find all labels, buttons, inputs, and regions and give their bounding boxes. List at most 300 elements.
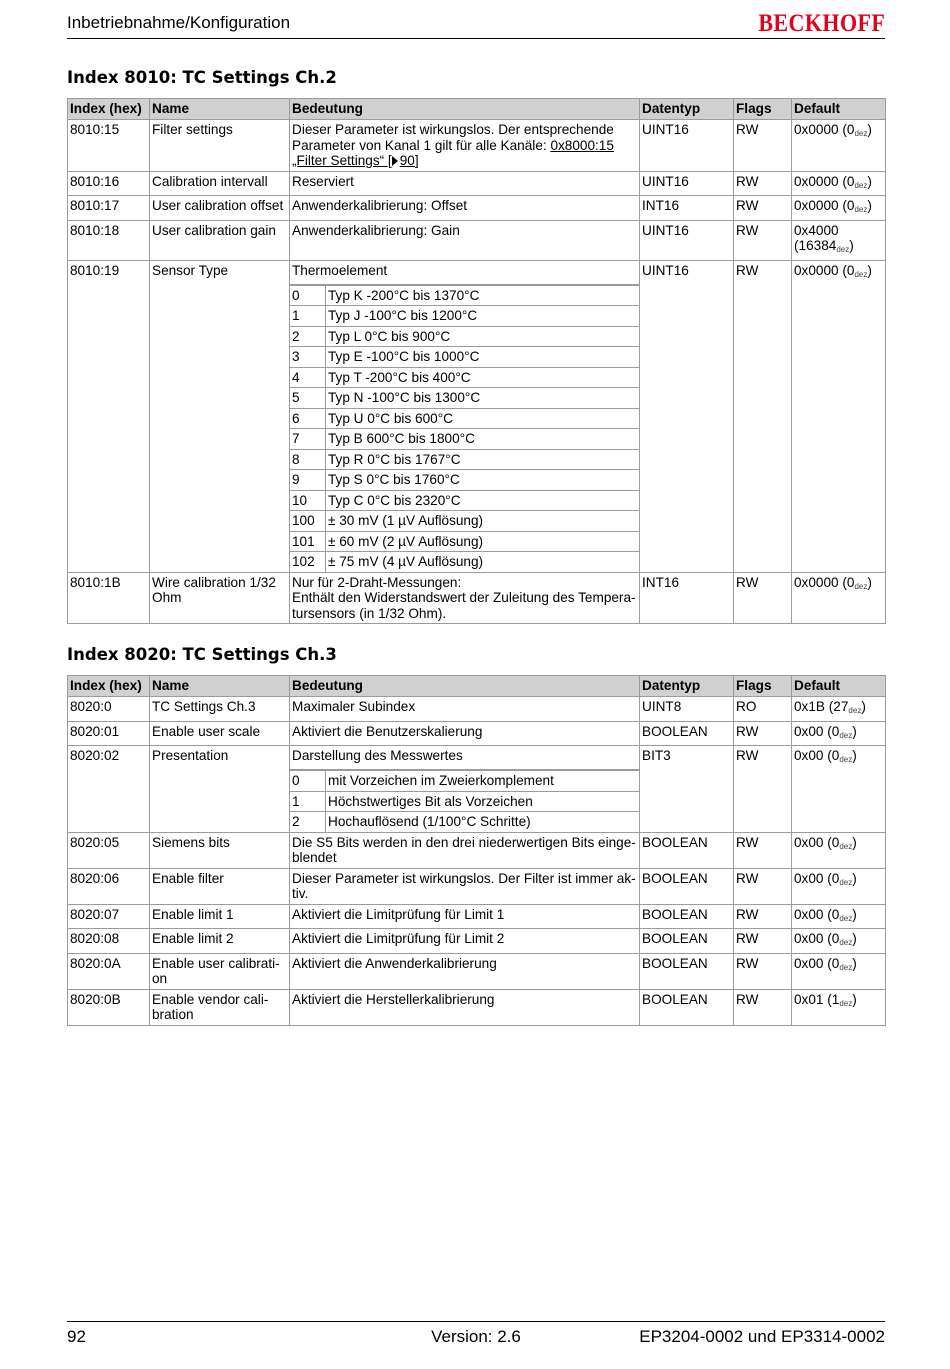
enum-cell: [290, 791, 640, 812]
enum-inner-row: [290, 306, 639, 326]
default-cell: [792, 428, 886, 449]
name-cell: Presentation: [150, 746, 290, 770]
enum-option-row: [68, 490, 886, 511]
index-cell: [68, 367, 150, 388]
index-cell: 8020:07: [68, 904, 150, 929]
enum-option-row: [68, 531, 886, 552]
default-close: ): [867, 198, 872, 213]
default-close: ): [861, 699, 866, 714]
table-row: [68, 721, 886, 746]
enum-inner-row: [290, 408, 639, 428]
default-cell: [792, 572, 886, 624]
index-cell: [68, 408, 150, 429]
page-footer: [67, 1321, 885, 1362]
default-cell: [792, 989, 886, 1025]
name-cell: [150, 346, 290, 367]
name-cell: Wire calibration 1/32 Ohm: [150, 572, 290, 624]
default-cell: [792, 953, 886, 989]
table-row: [68, 220, 886, 260]
default-close: ): [867, 574, 872, 590]
name-cell: Filter settings: [150, 120, 290, 172]
default-cell: [792, 120, 886, 172]
datentyp-cell: [640, 305, 734, 326]
column-header: Index (hex): [68, 676, 150, 697]
enum-inner-table: [290, 510, 639, 531]
default-cell: [792, 449, 886, 470]
enum-value: 2: [290, 326, 326, 346]
default-cell: [792, 220, 886, 260]
bedeutung-cell: Nur für 2-Draht-Messungen: Enthält den Widerstandswert der Zuleitung des Tempera- tursensors (in 1/32 Ohm).: [290, 572, 640, 624]
enum-inner-table: [290, 285, 639, 306]
enum-cell: [290, 490, 640, 511]
enum-inner-row: [290, 429, 639, 449]
datentyp-cell: BOOLEAN: [640, 929, 734, 954]
object-table-8020: [67, 675, 886, 1026]
enum-text: Hochauflösend (1/100°C Schritte): [326, 812, 640, 832]
default-unit: dez: [839, 730, 853, 740]
bedeutung-cell: Darstellung des Messwertes: [290, 746, 640, 770]
index-cell: [68, 305, 150, 326]
flags-cell: RW: [734, 929, 792, 954]
default-unit: dez: [836, 245, 850, 254]
index-cell: 8020:02: [68, 746, 150, 770]
flags-cell: RW: [734, 832, 792, 868]
enum-inner-table: [290, 428, 639, 449]
name-cell: Enable limit 2: [150, 929, 290, 954]
default-cell: [792, 746, 886, 770]
enum-value: 8: [290, 449, 326, 469]
enum-option-row: [68, 510, 886, 531]
name-cell: [150, 449, 290, 470]
default-value: 0x00 (0: [794, 834, 840, 850]
name-cell: Siemens bits: [150, 832, 290, 868]
default-close: ): [852, 870, 857, 886]
table-row: [68, 697, 886, 722]
name-cell: [150, 284, 290, 305]
flags-cell: [734, 551, 792, 572]
datentyp-cell: [640, 387, 734, 408]
default-value: 0x00 (0: [794, 870, 840, 886]
index-cell: 8020:0A: [68, 953, 150, 989]
flags-cell: RO: [734, 697, 792, 722]
index-cell: [68, 490, 150, 511]
name-cell: [150, 551, 290, 572]
table-row: [68, 832, 886, 868]
index-cell: 8020:01: [68, 721, 150, 746]
enum-cell: [290, 346, 640, 367]
default-value: 0x0000 (0: [794, 173, 855, 189]
enum-inner-table: [290, 326, 639, 347]
default-cell: [792, 490, 886, 511]
table-row: [68, 904, 886, 929]
enum-option-row: [68, 284, 886, 305]
datentyp-cell: BIT3: [640, 746, 734, 770]
datentyp-cell: UINT16: [640, 120, 734, 172]
enum-inner-row: [290, 771, 639, 791]
section-title-8020: Index 8020: TC Settings Ch.3: [67, 645, 337, 664]
default-cell: [792, 791, 886, 812]
column-header: Datentyp: [640, 676, 734, 697]
index-cell: [68, 770, 150, 791]
default-value: 0x00 (0: [794, 931, 840, 946]
index-cell: 8020:0B: [68, 989, 150, 1025]
datentyp-cell: UINT16: [640, 260, 734, 284]
enum-text: Höchstwertiges Bit als Vorzeichen: [326, 791, 640, 811]
column-header: Flags: [734, 676, 792, 697]
enum-inner-row: [290, 552, 639, 572]
table-row: [68, 171, 886, 196]
index-cell: 8010:15: [68, 120, 150, 172]
enum-cell: [290, 469, 640, 490]
index-cell: 8020:0: [68, 697, 150, 722]
name-cell: [150, 305, 290, 326]
default-unit: dez: [839, 877, 853, 887]
default-unit: dez: [839, 841, 853, 851]
enum-inner-table: [290, 490, 639, 511]
enum-option-row: [68, 305, 886, 326]
table-row: [68, 120, 886, 172]
flags-cell: RW: [734, 120, 792, 172]
default-cell: [792, 832, 886, 868]
default-value: 0x00 (0: [794, 748, 840, 763]
enum-inner-row: [290, 511, 639, 531]
enum-inner-row: [290, 285, 639, 305]
default-unit: dez: [848, 706, 862, 715]
default-unit: dez: [854, 581, 868, 591]
name-cell: Enable filter: [150, 868, 290, 904]
default-unit: dez: [854, 205, 868, 214]
default-cell: [792, 929, 886, 954]
name-cell: Sensor Type: [150, 260, 290, 284]
default-cell: [792, 196, 886, 221]
index-cell: [68, 284, 150, 305]
datentyp-cell: UINT8: [640, 697, 734, 722]
bedeutung-cell: Thermoelement: [290, 260, 640, 284]
product-name: EP3204-0002 und EP3314-0002: [639, 1327, 885, 1346]
datentyp-cell: [640, 346, 734, 367]
bedeutung-cell: Aktiviert die Limitprüfung für Limit 2: [290, 929, 640, 954]
bedeutung-cell: Dieser Parameter ist wirkungslos. Der Filter ist immer ak- tiv.: [290, 868, 640, 904]
default-value: 0x0000 (0: [794, 262, 855, 278]
enum-inner-table: [290, 469, 639, 490]
enum-inner-row: [290, 791, 639, 811]
enum-cell: [290, 305, 640, 326]
enum-cell: [290, 284, 640, 305]
flags-cell: RW: [734, 989, 792, 1025]
index-cell: 8010:18: [68, 220, 150, 260]
default-close: ): [867, 122, 872, 137]
enum-option-row: [68, 326, 886, 347]
enum-cell: [290, 770, 640, 791]
bedeutung-cell: Anwenderkalibrierung: Offset: [290, 196, 640, 221]
index-cell: 8020:06: [68, 868, 150, 904]
bedeutung-cell: Aktiviert die Herstellerkalibrierung: [290, 989, 640, 1025]
default-cell: [792, 171, 886, 196]
flags-cell: RW: [734, 953, 792, 989]
enum-text: Typ K -200°C bis 1370°C: [326, 285, 640, 305]
datentyp-cell: [640, 811, 734, 832]
default-cell: [792, 531, 886, 552]
page-number: 92: [67, 1327, 86, 1346]
table-row: [68, 260, 886, 284]
table-row: [68, 746, 886, 770]
enum-value: 100: [290, 511, 326, 531]
default-unit: dez: [854, 129, 868, 138]
flags-cell: [734, 449, 792, 470]
flags-cell: RW: [734, 171, 792, 196]
enum-option-row: [68, 387, 886, 408]
bedeutung-cell: [290, 120, 640, 172]
enum-text: Typ C 0°C bis 2320°C: [326, 490, 640, 510]
index-cell: [68, 449, 150, 470]
enum-option-row: [68, 770, 886, 791]
enum-option-row: [68, 408, 886, 429]
page-ref-number: 90]: [399, 153, 419, 168]
default-cell: [792, 697, 886, 722]
table-row: [68, 989, 886, 1025]
flags-cell: RW: [734, 572, 792, 624]
datentyp-cell: [640, 510, 734, 531]
index-cell: [68, 428, 150, 449]
default-cell: [792, 811, 886, 832]
enum-option-row: [68, 791, 886, 812]
datentyp-cell: BOOLEAN: [640, 953, 734, 989]
enum-cell: [290, 326, 640, 347]
column-header: Name: [150, 99, 290, 120]
enum-inner-table: [290, 531, 639, 552]
default-close: ): [867, 262, 872, 278]
enum-inner-row: [290, 347, 639, 367]
datentyp-cell: BOOLEAN: [640, 832, 734, 868]
flags-cell: [734, 326, 792, 347]
enum-cell: [290, 551, 640, 572]
default-unit: dez: [839, 755, 853, 764]
index-cell: [68, 531, 150, 552]
default-value: 0x4000 (16384: [794, 222, 839, 253]
flags-cell: [734, 811, 792, 832]
bedeutung-cell: Aktiviert die Benutzerskalierung: [290, 721, 640, 746]
name-cell: User calibration gain: [150, 220, 290, 260]
index-cell: 8020:08: [68, 929, 150, 954]
enum-option-row: [68, 811, 886, 832]
cross-reference-link: 0x8000:15 „Filter Settings“ [: [292, 137, 614, 168]
default-unit: dez: [839, 938, 853, 947]
datentyp-cell: BOOLEAN: [640, 868, 734, 904]
default-cell: [792, 721, 886, 746]
default-value: 0x00 (0: [794, 906, 840, 922]
enum-text: Typ J -100°C bis 1200°C: [326, 306, 640, 326]
flags-cell: [734, 367, 792, 388]
enum-cell: [290, 428, 640, 449]
enum-cell: [290, 367, 640, 388]
default-cell: [792, 469, 886, 490]
name-cell: Enable user calibrati- on: [150, 953, 290, 989]
datentyp-cell: UINT16: [640, 171, 734, 196]
index-cell: [68, 326, 150, 347]
default-close: ): [852, 748, 857, 763]
column-header: Default: [792, 99, 886, 120]
datentyp-cell: [640, 449, 734, 470]
enum-inner-table: [290, 305, 639, 326]
enum-inner-table: [290, 367, 639, 388]
enum-text: Typ N -100°C bis 1300°C: [326, 388, 640, 408]
page-header: [67, 10, 885, 39]
default-cell: [792, 367, 886, 388]
table-row: [68, 868, 886, 904]
datentyp-cell: [640, 791, 734, 812]
name-cell: Calibration intervall: [150, 171, 290, 196]
enum-cell: [290, 449, 640, 470]
default-close: ): [852, 991, 857, 1007]
datentyp-cell: [640, 408, 734, 429]
bedeutung-cell: Aktiviert die Anwenderkalibrierung: [290, 953, 640, 989]
enum-value: 0: [290, 771, 326, 791]
default-cell: [792, 868, 886, 904]
enum-text: Typ R 0°C bis 1767°C: [326, 449, 640, 469]
enum-value: 3: [290, 347, 326, 367]
index-cell: 8010:1B: [68, 572, 150, 624]
enum-text: Typ B 600°C bis 1800°C: [326, 429, 640, 449]
name-cell: [150, 428, 290, 449]
column-header: Name: [150, 676, 290, 697]
flags-cell: [734, 490, 792, 511]
flags-cell: [734, 284, 792, 305]
default-cell: [792, 770, 886, 791]
bedeutung-cell: Reserviert: [290, 171, 640, 196]
datentyp-cell: [640, 770, 734, 791]
column-header: Datentyp: [640, 99, 734, 120]
flags-cell: RW: [734, 220, 792, 260]
flags-cell: RW: [734, 721, 792, 746]
name-cell: [150, 408, 290, 429]
index-cell: [68, 551, 150, 572]
flags-cell: [734, 428, 792, 449]
enum-option-row: [68, 428, 886, 449]
enum-value: 1: [290, 791, 326, 811]
enum-text: ± 30 mV (1 µV Auflösung): [326, 511, 640, 531]
enum-inner-table: [290, 387, 639, 408]
datentyp-cell: UINT16: [640, 220, 734, 260]
enum-cell: [290, 531, 640, 552]
index-cell: [68, 469, 150, 490]
default-value: 0x00 (0: [794, 723, 840, 739]
bedeutung-cell: Aktiviert die Limitprüfung für Limit 1: [290, 904, 640, 929]
name-cell: [150, 469, 290, 490]
datentyp-cell: INT16: [640, 196, 734, 221]
enum-value: 10: [290, 490, 326, 510]
page-ref-arrow-icon: [392, 156, 398, 166]
header-title: Inbetriebnahme/Konfiguration: [67, 13, 291, 32]
table-row: [68, 196, 886, 221]
default-unit: dez: [854, 269, 868, 279]
flags-cell: RW: [734, 868, 792, 904]
name-cell: User calibration offset: [150, 196, 290, 221]
bedeutung-cell: Maximaler Subindex: [290, 697, 640, 722]
index-cell: [68, 510, 150, 531]
enum-value: 6: [290, 408, 326, 428]
default-value: 0x0000 (0: [794, 122, 855, 137]
datentyp-cell: [640, 367, 734, 388]
enum-inner-row: [290, 326, 639, 346]
default-close: ): [852, 723, 857, 739]
document-version: Version: 2.6: [431, 1327, 521, 1346]
enum-text: mit Vorzeichen im Zweierkomplement: [326, 771, 640, 791]
bedeutung-cell: Anwenderkalibrierung: Gain: [290, 220, 640, 260]
default-cell: [792, 408, 886, 429]
enum-text: Typ L 0°C bis 900°C: [326, 326, 640, 346]
enum-cell: [290, 387, 640, 408]
name-cell: [150, 531, 290, 552]
datentyp-cell: INT16: [640, 572, 734, 624]
flags-cell: [734, 305, 792, 326]
enum-inner-row: [290, 367, 639, 387]
flags-cell: [734, 531, 792, 552]
enum-inner-row: [290, 470, 639, 490]
default-cell: [792, 260, 886, 284]
table-row: [68, 929, 886, 954]
name-cell: [150, 791, 290, 812]
default-value: 0x0000 (0: [794, 574, 855, 590]
enum-value: 0: [290, 285, 326, 305]
enum-inner-table: [290, 449, 639, 470]
flags-cell: RW: [734, 746, 792, 770]
flags-cell: [734, 346, 792, 367]
enum-inner-table: [290, 551, 639, 572]
datentyp-cell: BOOLEAN: [640, 989, 734, 1025]
datentyp-cell: [640, 469, 734, 490]
default-value: 0x1B (27: [794, 699, 849, 714]
enum-text: Typ T -200°C bis 400°C: [326, 367, 640, 387]
bedeutung-cell: Die S5 Bits werden in den drei niederwertigen Bits einge- blendet: [290, 832, 640, 868]
default-cell: [792, 387, 886, 408]
default-close: ): [852, 955, 857, 971]
datentyp-cell: BOOLEAN: [640, 721, 734, 746]
flags-cell: [734, 408, 792, 429]
enum-cell: [290, 408, 640, 429]
default-close: ): [852, 834, 857, 850]
default-cell: [792, 326, 886, 347]
beckhoff-logo: BECKHOFF: [758, 10, 885, 37]
flags-cell: [734, 770, 792, 791]
enum-value: 2: [290, 812, 326, 832]
datentyp-cell: [640, 531, 734, 552]
default-cell: [792, 510, 886, 531]
enum-inner-row: [290, 449, 639, 469]
enum-value: 5: [290, 388, 326, 408]
enum-inner-table: [290, 811, 639, 832]
column-header: Flags: [734, 99, 792, 120]
section-title-8010: Index 8010: TC Settings Ch.2: [67, 68, 337, 87]
object-table-8010: [67, 98, 886, 624]
name-cell: [150, 510, 290, 531]
enum-value: 102: [290, 552, 326, 572]
enum-inner-table: [290, 770, 639, 791]
flags-cell: [734, 387, 792, 408]
name-cell: [150, 387, 290, 408]
enum-value: 4: [290, 367, 326, 387]
enum-value: 7: [290, 429, 326, 449]
table-header-row: [68, 676, 886, 697]
name-cell: Enable vendor cali- bration: [150, 989, 290, 1025]
enum-option-row: [68, 551, 886, 572]
enum-option-row: [68, 469, 886, 490]
datentyp-cell: [640, 284, 734, 305]
default-unit: dez: [854, 180, 868, 190]
description-text: Dieser Parameter ist wirkungslos. Der entsprechende Parameter von Kanal 1 gilt für alle Kanäle:: [292, 122, 614, 153]
flags-cell: [734, 791, 792, 812]
default-unit: dez: [839, 962, 853, 972]
enum-text: Typ E -100°C bis 1000°C: [326, 347, 640, 367]
